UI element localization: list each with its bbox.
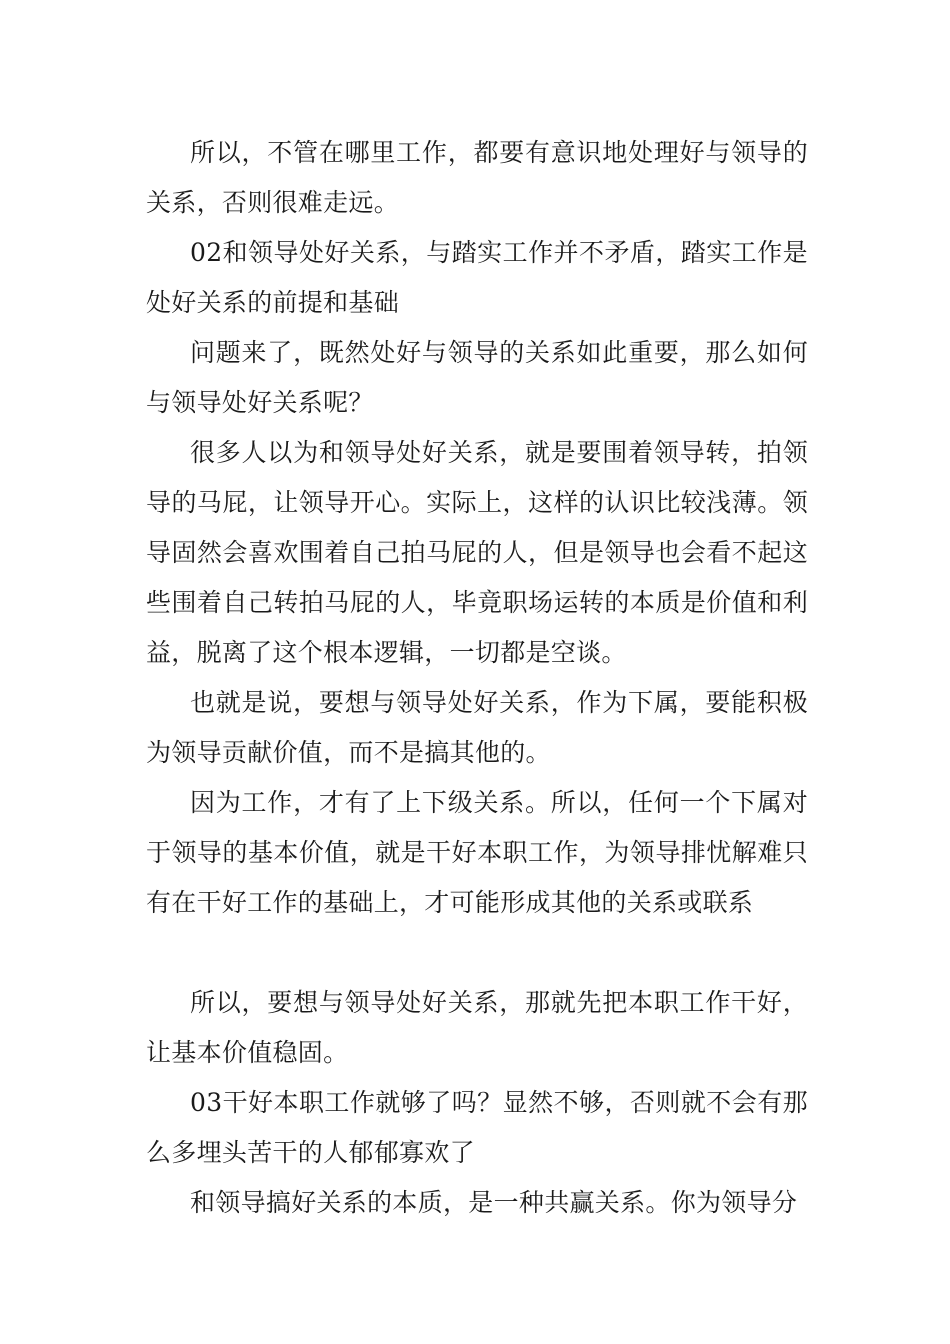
paragraph-do-job-well: 所以，要想与领导处好关系，那就先把本职工作干好，让基本价值稳固。 — [146, 988, 808, 1067]
paragraph-win-win: 和领导搞好关系的本质，是一种共赢关系。你为领导分 — [190, 1188, 798, 1217]
section-heading-03: 03干好本职工作就够了吗？显然不够，否则就不会有那么多埋头苦干的人郁郁寡欢了 — [146, 1088, 808, 1167]
paragraph-work-basis: 因为工作，才有了上下级关系。所以，任何一个下属对于领导的基本价值，就是干好本职工作，为领导排忧解难只有在干好工作的基础上，才可能形成其他的关系或联系 — [146, 788, 808, 917]
paragraph-question: 问题来了，既然处好与领导的关系如此重要，那么如何与领导处好关系呢？ — [146, 338, 808, 417]
paragraph-conclusion: 所以，不管在哪里工作，都要有意识地处理好与领导的关系，否则很难走远。 — [146, 138, 808, 217]
section-heading-02: 02和领导处好关系，与踏实工作并不矛盾，踏实工作是处好关系的前提和基础 — [146, 238, 808, 317]
paragraph-misconception: 很多人以为和领导处好关系，就是要围着领导转，拍领导的马屁，让领导开心。实际上，这样的认识比较浅薄。领导固然会喜欢围着自己拍马屁的人，但是领导也会看不起这些围着自己转拍马屁的人，毕竟职场运转的本质是价值和利益，脱离了这个根本逻辑，一切都是空谈。 — [146, 438, 808, 667]
paragraph-contribute-value: 也就是说，要想与领导处好关系，作为下属，要能积极为领导贡献价值，而不是搞其他的。 — [146, 688, 808, 767]
document-body — [146, 128, 808, 1228]
